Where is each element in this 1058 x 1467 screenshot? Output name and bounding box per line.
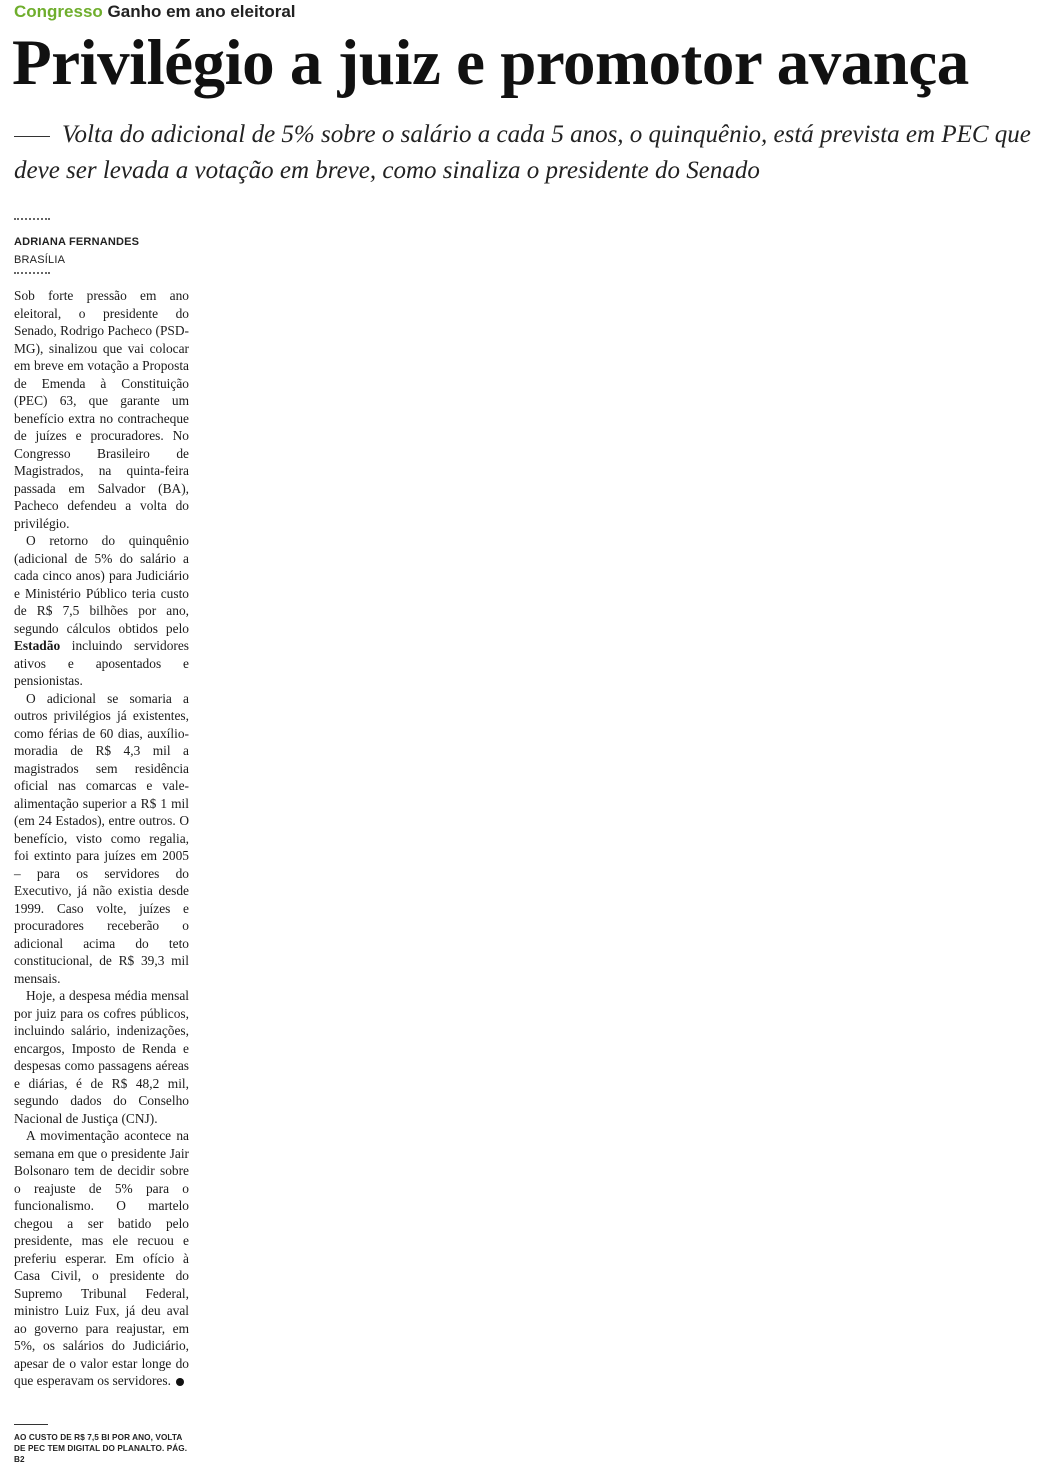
kicker-topic: Ganho em ano eleitoral [107,2,296,21]
paragraph-1: Sob forte pressão em ano eleitoral, o presidente do Senado, Rodrigo Pacheco (PSD-MG), sinalizou que vai colocar em breve em votação a Proposta de Emenda à Constituição (PEC) 63, que garante um benefício extra no contracheque de juízes e procuradores. No Congresso Brasileiro de Magistrados, na quinta-feira passada em Salvador (BA), Pacheco defendeu a volta do privilégio. [14,288,189,531]
paragraph-5 [14,1127,189,1390]
kicker-section: Congresso [14,2,103,21]
kicker [14,2,296,22]
paragraph-2-start: O retorno do quinquênio (adicional de 5% do salário a cada cinco anos) para Judiciário e Ministério Público teria custo de R$ 7,5 bilhões por ano, segundo cálculos obtidos pelo [14,533,189,636]
byline-author: ADRIANA FERNANDES [14,236,140,248]
byline-dotted-rule [14,218,50,220]
byline-location: BRASÍLIA [14,254,66,266]
body-dotted-rule [14,272,50,274]
paragraph-2-end: incluindo servidores ativos e aposentados e pensionistas. [14,638,189,688]
article-body [14,287,189,1390]
paragraph-4: Hoje, a despesa média mensal por juiz para os cofres públicos, incluindo salário, indenizações, encargos, Imposto de Renda e despesas como passagens aéreas e diárias, é de R$ 48,2 mil, segundo dados do Conselho Nacional de Justiça (CNJ). [14,988,189,1126]
paragraph-2 [14,532,189,690]
deck-text: Volta do adicional de 5% sobre o salário a cada 5 anos, o quinquênio, está prevista em PEC que deve ser levada a votação em breve, como sinaliza o presidente do Senado [14,121,1031,184]
footnote-rule [14,1424,48,1425]
paragraph-5-text: A movimentação acontece na semana em que o presidente Jair Bolsonaro tem de decidir sobre o reajuste de 5% para o funcionalismo. O martelo chegou a ser batido pelo presidente, mas ele recuou e preferiu esperar. Em ofício à Casa Civil, o presidente do Supremo Tribunal Federal, ministro Luiz Fux, já deu aval ao governo para reajustar, em 5%, os salários do Judiciário, apesar de o valor estar longe do que esperavam os servidores. [14,1128,189,1388]
headline: Privilégio a juiz e promotor avança [12,27,969,99]
deck [14,117,1034,189]
deck-dash [14,136,50,137]
paragraph-3: O adicional se somaria a outros privilégios já existentes, como férias de 60 dias, auxílio-moradia de R$ 4,3 mil a magistrados sem residência oficial nas comarcas e vale-alimentação superior a R$ 1 mil (em 24 Estados), entre outros. O benefício, visto como regalia, foi extinto para juízes em 2005 – para os servidores do Executivo, já não existia desde 1999. Caso volte, juízes e procuradores receberão o adicional acima do teto constitucional, de R$ 39,3 mil mensais. [14,690,189,986]
footnote: AO CUSTO DE R$ 7,5 BI POR ANO, VOLTA DE PEC TEM DIGITAL DO PLANALTO. PÁG. B2 [14,1433,188,1464]
end-mark-icon [176,1378,184,1386]
byline [14,234,139,268]
paragraph-2-bold: Estadão [14,638,61,653]
